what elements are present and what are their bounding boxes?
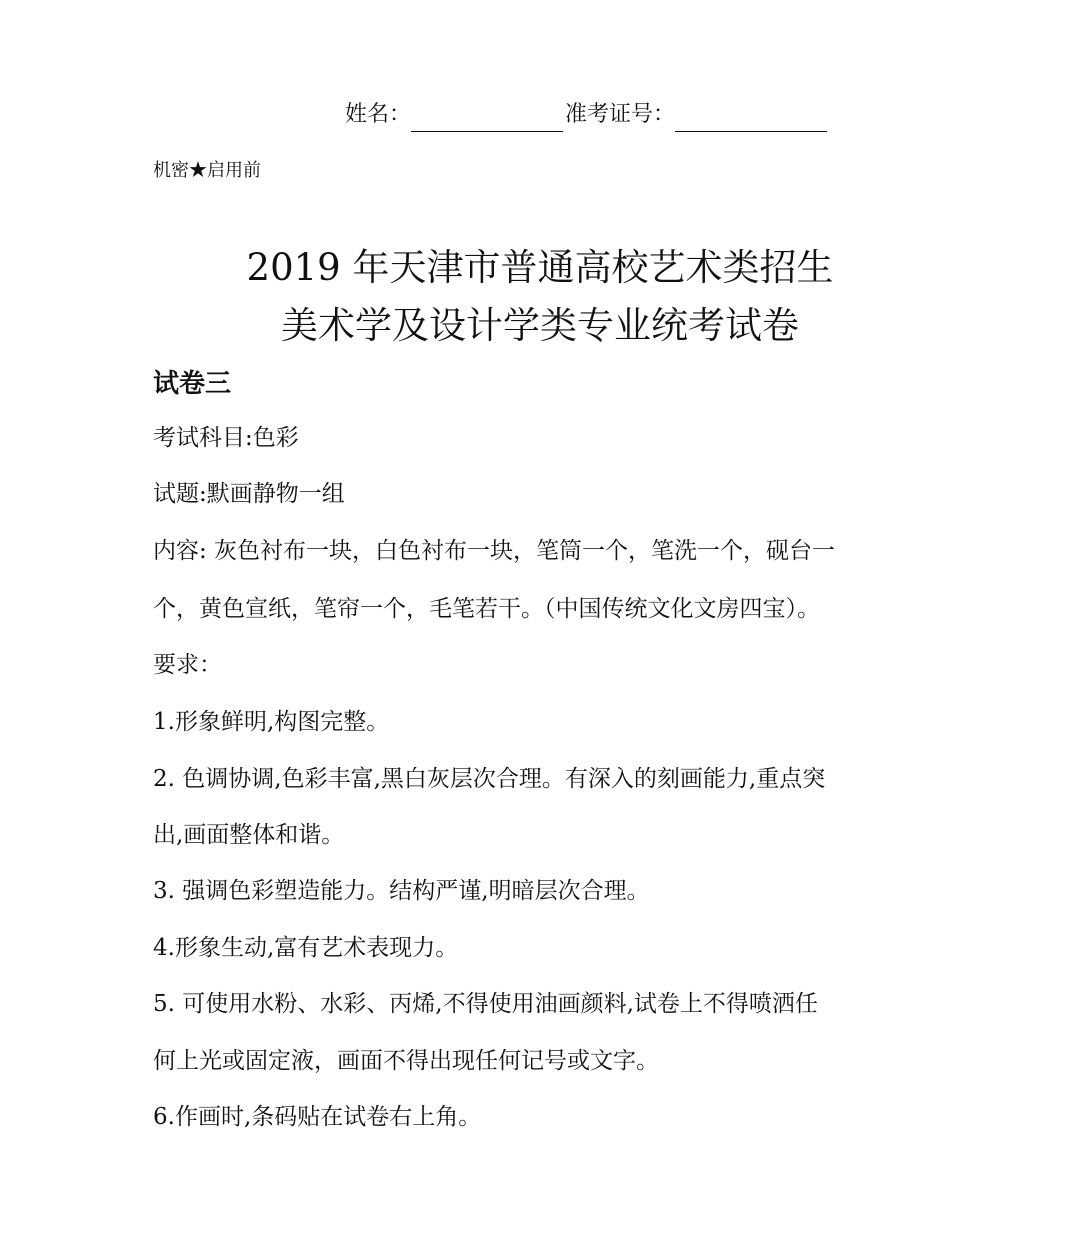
requirement-3: 3. 强调色彩塑造能力。结构严谨,明暗层次合理。	[153, 878, 650, 904]
confidential-mark: 机密★启用前	[153, 160, 261, 181]
exam-id-blank-line	[675, 105, 827, 132]
requirement-6: 6.作画时,条码贴在试卷右上角。	[153, 1104, 482, 1130]
requirement-2-line-1: 2. 色调协调,色彩丰富,黑白灰层次合理。有深入的刻画能力,重点突	[153, 766, 826, 792]
requirement-2-line-2: 出,画面整体和谐。	[153, 822, 345, 848]
name-label: 姓名：	[345, 102, 412, 127]
candidate-info-line	[345, 98, 829, 132]
content-line-2: 个，黄色宣纸，笔帘一个，毛笔若干。（中国传统文化文房四宝）。	[153, 596, 820, 622]
title-line-1: 2019 年天津市普通高校艺术类招生	[246, 246, 834, 289]
exam-subject: 考试科目:色彩	[153, 425, 299, 451]
requirements-label: 要求：	[153, 652, 222, 678]
exam-question: 试题:默画静物一组	[153, 481, 345, 507]
section-heading: 试卷三	[153, 369, 232, 399]
requirement-1: 1.形象鲜明,构图完整。	[153, 709, 390, 735]
content-line-1: 内容: 灰色衬布一块，白色衬布一块，笔筒一个，笔洗一个，砚台一	[153, 538, 836, 564]
requirement-4: 4.形象生动,富有艺术表现力。	[153, 935, 459, 961]
requirement-5-line-1: 5. 可使用水粉、水彩、丙烯,不得使用油画颜料,试卷上不得喷洒任	[153, 991, 818, 1017]
requirement-5-line-2: 何上光或固定液，画面不得出现任何记号或文字。	[153, 1048, 659, 1074]
title-line-2: 美术学及设计学类专业统考试卷	[281, 304, 799, 347]
name-blank-line	[411, 105, 563, 132]
exam-id-label: 准考证号：	[565, 102, 676, 127]
